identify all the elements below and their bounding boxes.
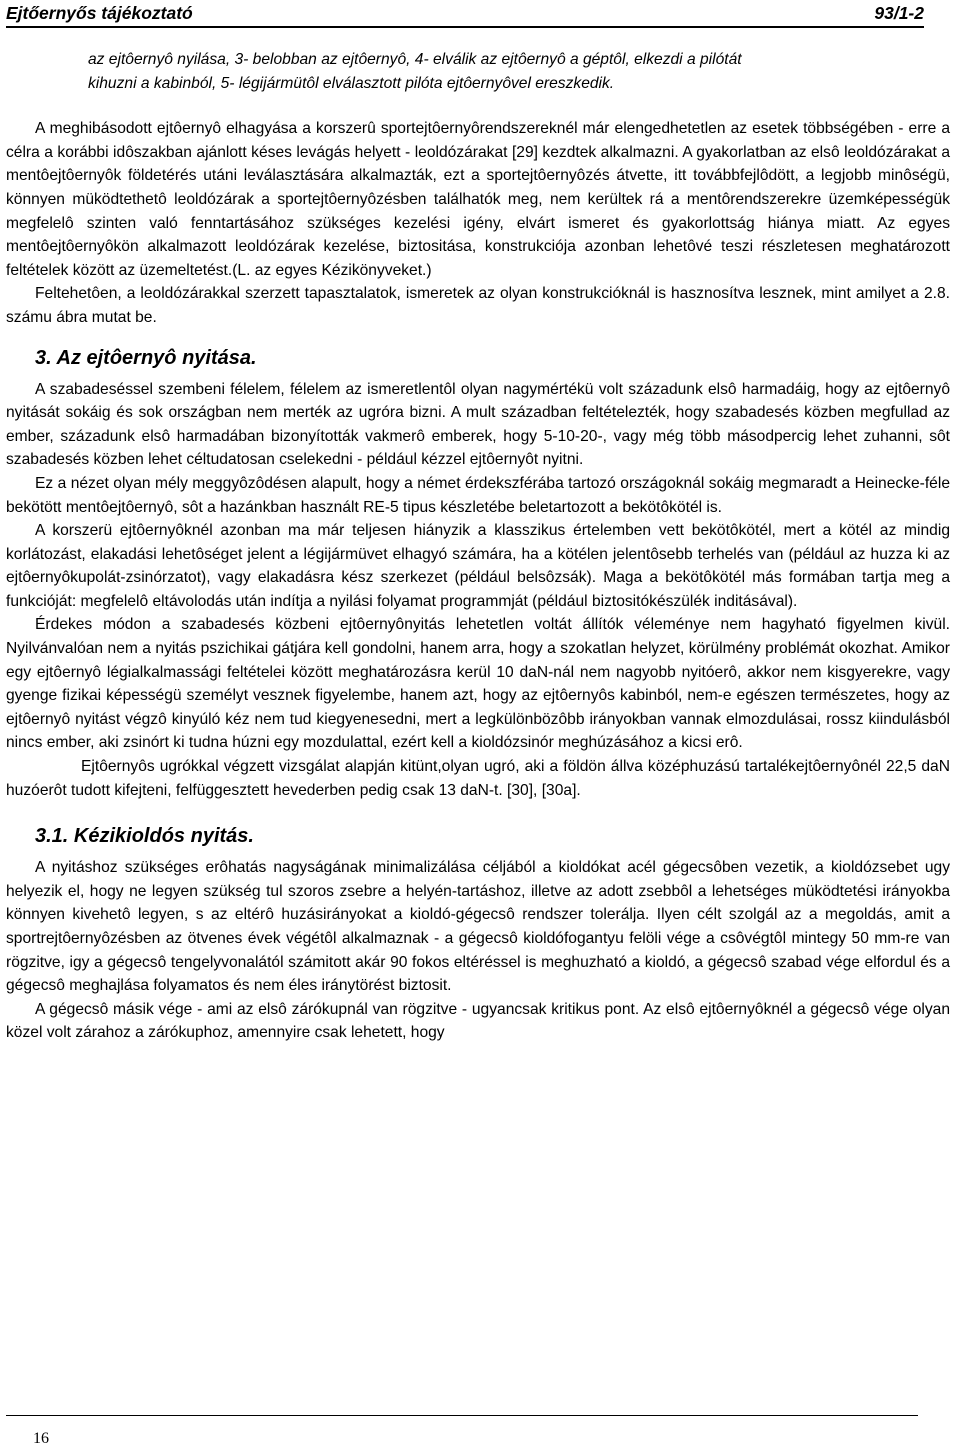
paragraph-8: A nyitáshoz szükséges erôhatás nagyságának minimalizálása céljából a kioldókat acél gégecsôben vezetik, a kioldózsebet ugy helyezik el, hogy ne legyen szükség tul szoros zsebre a helyén-tartáshoz, illetve az adott zsebbôl a lehetséges müködtetési irányokba könnyen kivehetô legyen, s az eltérô huzásirányokat a kioldó-gégecsô rendszer tolerálja. Ilyen célt szolgál az a megoldás, amit a sportrejtôernyôzésben az ötvenes évek végétôl alkalmaznak - a gégecsô kioldófogantyu felöli vége a csôvégtôl mintegy 50 mm-re van rögzitve, igy a gégecsô tengelyvonalától számitott akár 90 fokos eltéréssel is meghuzható a kioldó, a gégecsô szabad vége elfordul és a gégecsô meghajlása folyamatos és nem éles iránytörést biztosit. xyxy=(6,859,950,995)
paragraph-7: Ejtôernyôs ugrókkal végzett vizsgálat alapján kitünt,olyan ugró, aki a földön állva középhuzású tartalékejtôernyônél 22,5 daN huzóerôt tudott kifejteni, felfüggesztett hevederben pedig csak 13 daN-t. [30], [30a]. xyxy=(6,758,950,799)
page-header xyxy=(6,0,924,28)
intro-line-1: az ejtôernyô nyilása, 3- belobban az ejtôernyô, 4- elválik az ejtôernyô a géptôl, elkezdi a pilótát xyxy=(88,51,742,68)
intro-line-2: kihuzni a kabinból, 5- légijármütôl elválasztott pilóta ejtôernyôvel ereszkedik. xyxy=(88,74,615,92)
section-heading-3: 3. Az ejtôernyô nyitása. xyxy=(35,346,257,369)
paragraph-1: A meghibásodott ejtôernyô elhagyása a korszerû sportejtôernyôrendszereknél már elengedhetetlen az esetek többségében - erre a célra a korábbi idôszakban ajánlott késes levágás helyett - leoldózárakat [29] kezdtek alkalmazni. A gyakorlatban az elsô leoldózárakat a mentôejtôernyôk földetérés utáni leválasztására alkalmazták, ezt a sportejtôernyôzés átvette, itt továbbfejlôdött, a legjobb minôségü, könnyen müködtethetô leoldózárak a sportejtôernyôzésben találhatók meg, nem kerültek rá a mentôrendszerekre üzemképességük megfelelô szinten való fenntartásához szükséges kezelési igény, elvárt ismeret és gyakorlottság hiánya miatt. Az egyes mentôejtôernyôkön alkalmazott leoldózárak kezelése, biztositása, konstrukciója azonban lehetôvé teszi részletesen meghatározott feltételek között az üzemeltetést.(L. az egyes Kézikönyveket.) xyxy=(6,120,950,279)
footer-rule xyxy=(6,1415,918,1416)
figure-caption-continuation xyxy=(6,48,950,95)
page-number: 16 xyxy=(33,1430,49,1447)
paragraph-5: A korszerü ejtôernyôknél azonban ma már teljesen hiányzik a klasszikus értelemben vett bekötôkötél, mert a kötél az mindig korlátozást, elakadási lehetôséget jelent a légijármüvet elhagyó számára, ha a kötélen jelentôsebb terhelés van (például az huzza ki az ejtôernyôkupolát-zsinórzatot), vagy elakadásra kész szerkezet (például belsôzsák). Maga a bekötôkötél más formában tartja meg a funkcióját: megfelelô eltávolodás után indítja a nyilási folyamat programmját (például biztositókészülék inditásával). xyxy=(6,522,950,610)
paragraph-6: Érdekes módon a szabadesés közbeni ejtôernyônyitás lehetetlen voltát állítók véleménye nem hagyható figyelmen kivül. Nyilvánvalóan nem a nyitás pszichikai gátjára kell gondolni, hanem arra, hogy a szokatlan helyzet, körülmény problémát okozhat. Amikor egy ejtôernyô légialkalmassági feltételei között meghatározásra kerül 10 daN-nál nem nagyobb nyitóerô, akkor nem kisgyerekre, vagy gyenge fizikai képességü személyt vesznek figyelembe, hanem azt, hogy az ejtôernyôs kabinból, nem-e egészen természetes, hogy az ejtôernyô nyitást végzô kinyúló kéz nem tud kiegyenesedni, mert a legkülönbözôbb irányokban vannak elmozdulásai, rossz kiindulásból nincs ember, aki zsinórt ki tudna húzni egy mozdulattal, ezért kell a kioldózsinór meghúzásához a kicsi erô. xyxy=(6,616,950,752)
paragraph-4: Ez a nézet olyan mély meggyôzôdésen alapult, hogy a német érdekszférába tartozó országoknál sokáig megmaradt a Heinecke-féle bekötött mentôejtôernyô, sôt a hazánkban használt RE-5 tipus készletébe beletartozott a bekötôkötél is. xyxy=(6,474,950,516)
header-page-ref: 93/1-2 xyxy=(874,3,924,23)
paragraph-9: A gégecsô másik vége - ami az elsô zárókupnál van rögzitve - ugyancsak kritikus pont. Az elsô ejtôernyôknél a gégecsô vége olyan közel volt zárahoz a zárókuphoz, amennyire csak lehetett, hogy xyxy=(6,1000,950,1042)
header-title: Ejtőernyős tájékoztató xyxy=(6,3,193,23)
section-heading-3-1: 3.1. Kézikioldós nyitás. xyxy=(35,825,254,848)
paragraph-2: Feltehetôen, a leoldózárakkal szerzett tapasztalatok, ismeretek az olyan konstrukcióknál is hasznosítva lesznek, mint amilyet a 2.8. számu ábra mutat be. xyxy=(6,285,950,326)
paragraph-3: A szabadeséssel szembeni félelem, félelem az ismeretlentôl olyan nagymértékü volt századunk elsô harmadáig, hogy az ejtôernyô nyitását sokáig és sok országban nem merték az ugróra bizni. A mult században feltételezték, hogy szabadesés közben megfullad az ember, századunk elsô harmadában bizonyították vakmerô emberek, hogy 5-10-20-, vagy még több másodpercig lehet zuhanni, sôt szabadesés közben lehet céltudatosan cselekedni - például kézzel ejtôernyôt nyitni. xyxy=(6,380,950,469)
document-body xyxy=(6,48,950,1045)
